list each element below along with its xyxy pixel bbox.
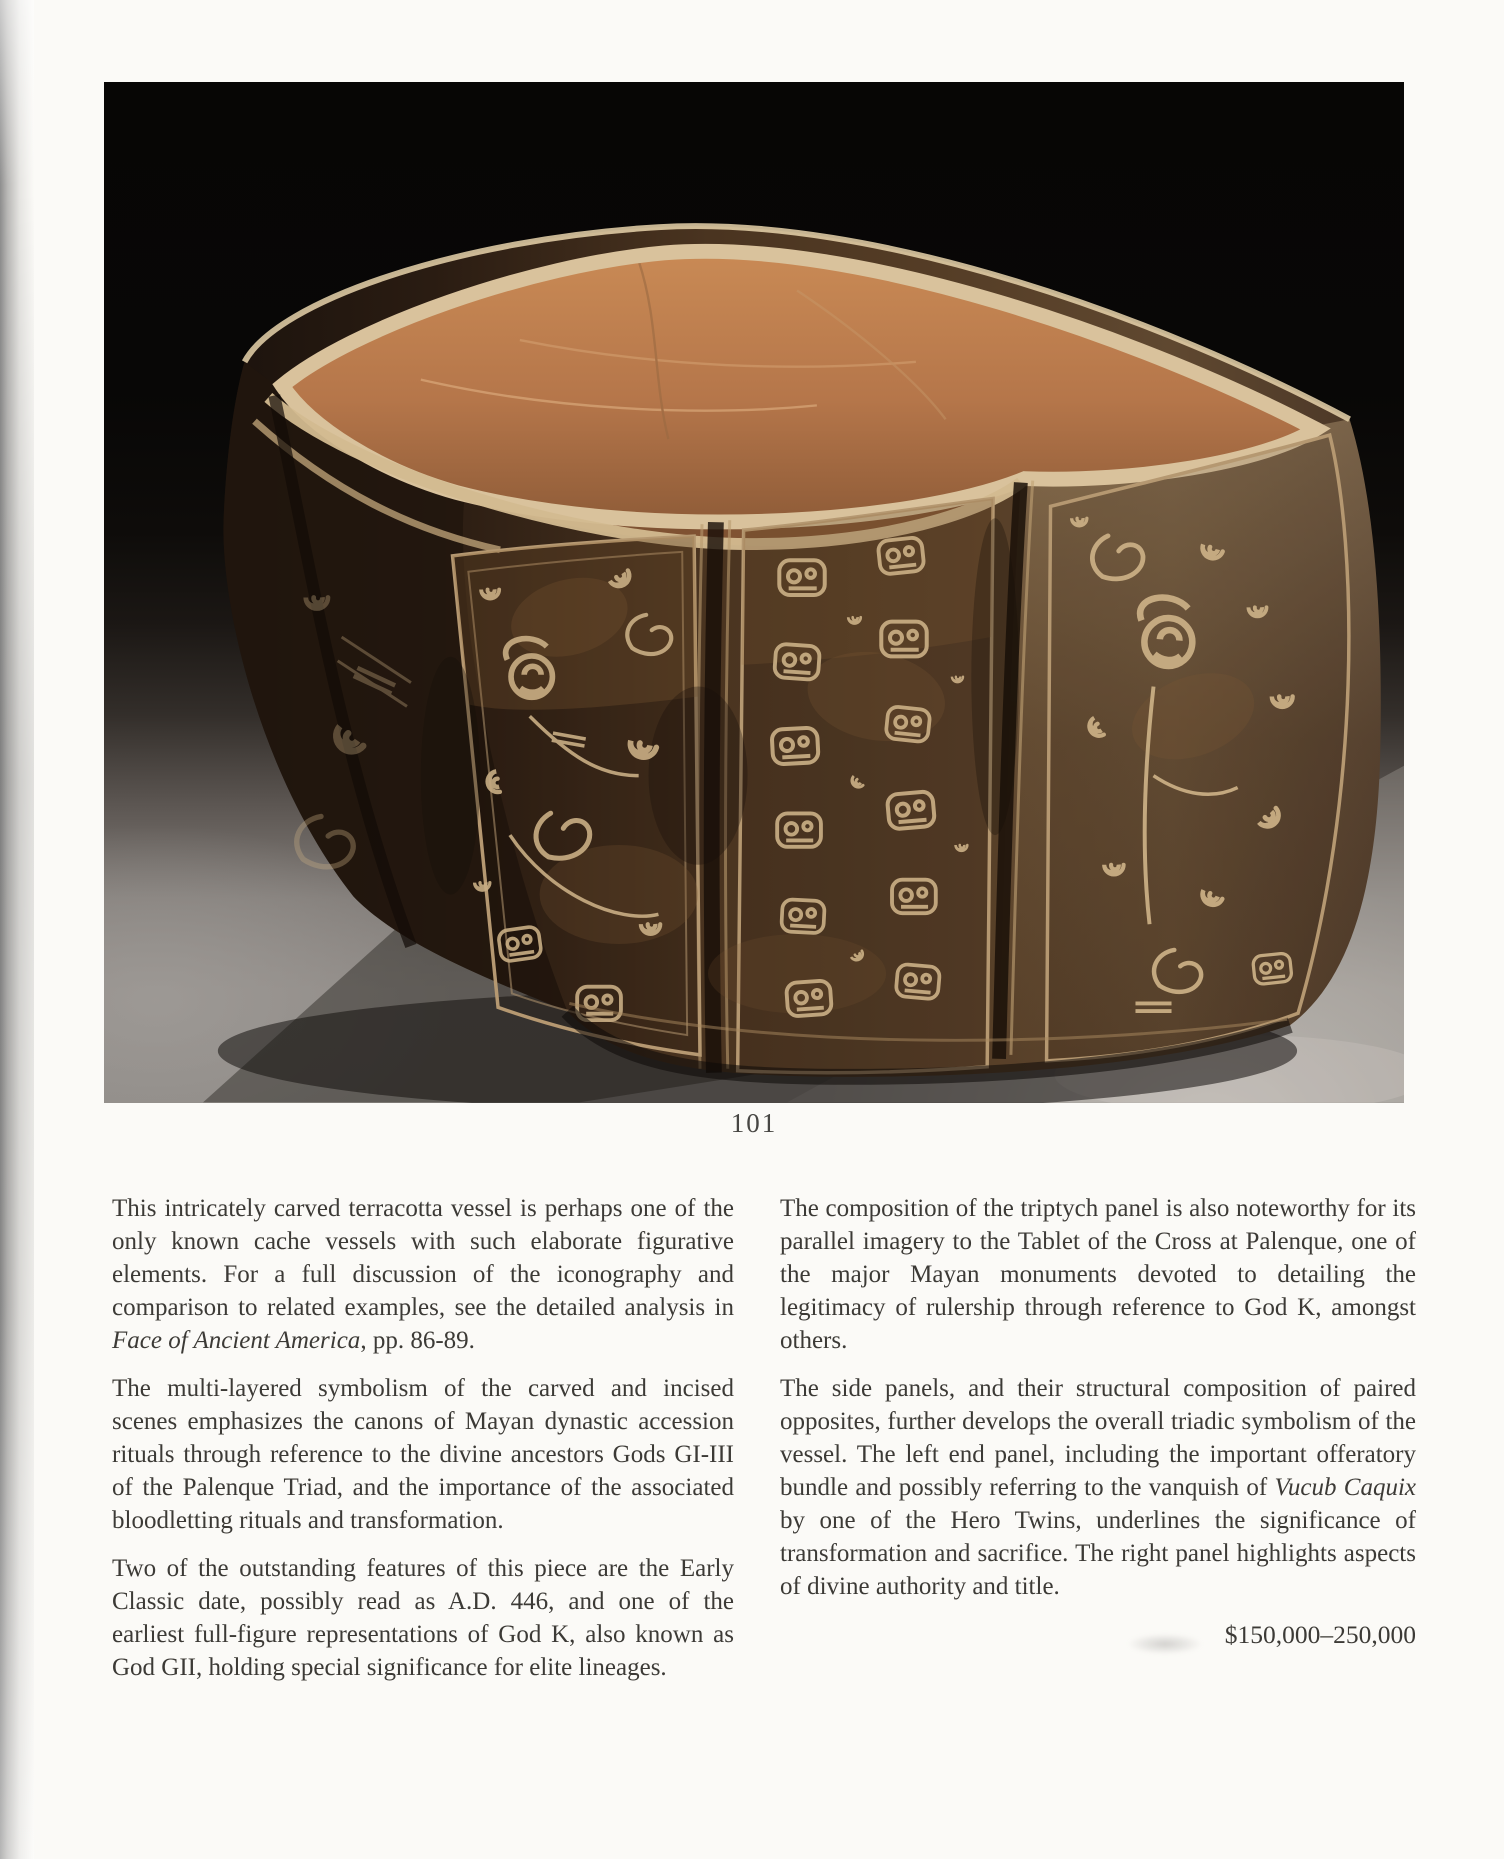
paragraph: The side panels, and their structural composition of paired opposites, further develops the overall triadic symbolism of the vessel. The left end panel, including the important offeratory bundle and possibly referring to the vanquish of Vucub Caquix by one of the Hero Twins, underlines the significance of transformation and sacrifice. The right panel highlights aspects of divine authority and title.: [780, 1375, 1417, 1600]
paragraph: Two of the outstanding features of this piece are the Early Classic date, possibly read as A.D. 446, and one of the earliest full-figure representations of God K, also known as God GII, holding special significance for elite lineages.: [112, 1555, 734, 1681]
lot-number: 101: [730, 1108, 778, 1138]
scan-gutter-shadow: [0, 0, 34, 1859]
description-column-right-paragraphs: [780, 1192, 1416, 1603]
vessel-photo-illustration: [104, 82, 1404, 1103]
estimate: $150,000–250,000: [1224, 1620, 1416, 1649]
scan-smudge: [1128, 1634, 1202, 1654]
paragraph: The multi-layered symbolism of the carved and incised scenes emphasizes the canons of Mayan dynastic accession rituals through reference to the divine ancestors Gods GI-III of the Palenque Triad, and the importance of the associated bloodletting rituals and transformation.: [112, 1375, 734, 1534]
description-column-left: [112, 1192, 734, 1699]
artwork-photo: [104, 82, 1404, 1103]
paragraph: The composition of the triptych panel is also noteworthy for its parallel imagery to the Tablet of the Cross at Palenque, one of the major Mayan monuments devoted to detailing the legitimacy of rulership through reference to God K, amongst others.: [780, 1195, 1416, 1354]
description-column-right: [780, 1192, 1416, 1651]
paragraph: This intricately carved terracotta vessel is perhaps one of the only known cache vessels with such elaborate figurative elements. For a full discussion of the iconography and comparison to related examples, see the detailed analysis in Face of Ancient America, pp. 86-89.: [112, 1195, 734, 1354]
